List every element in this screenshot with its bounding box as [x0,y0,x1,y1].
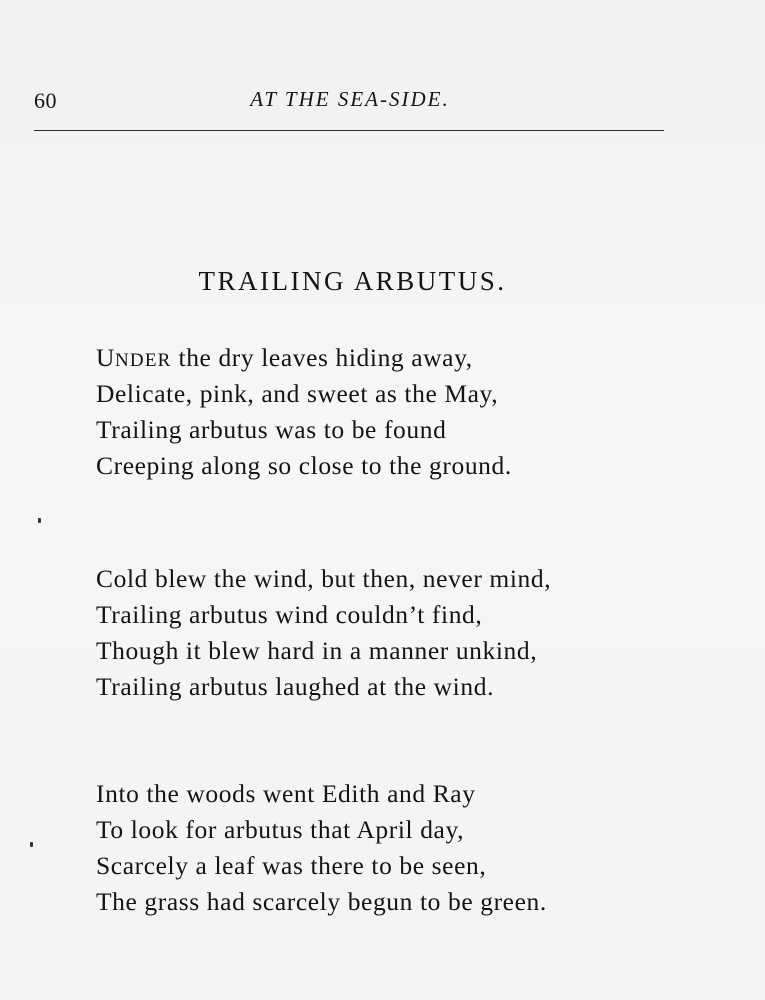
poem-line: Delicate, pink, and sweet as the May, [96,379,499,408]
poem-title: TRAILING ARBUTUS. [198,266,507,296]
poem-line: To look for arbutus that April day, [96,815,465,844]
poem-line: Trailing arbutus was to be found [96,415,447,444]
stanza-1 [96,340,512,484]
poem-line: Into the woods went Edith and Ray [96,779,476,808]
stanza-2 [96,561,551,705]
running-head: AT THE SEA-SIDE. [250,87,450,111]
header-rule [34,130,664,131]
poem-line [96,340,512,376]
small-caps-word: NDER [115,350,172,371]
drop-initial: U [96,343,116,372]
poem-line: Scarcely a leaf was there to be seen, [96,851,487,880]
page-number: 60 [34,88,57,113]
poem-line: Trailing arbutus wind couldn’t find, [96,600,483,629]
poem-line: The grass had scarcely begun to be green. [96,887,547,916]
poem-line: Trailing arbutus laughed at the wind. [96,672,495,701]
poem-line: Creeping along so close to the ground. [96,451,512,480]
poem-line: Cold blew the wind, but then, never mind, [96,564,552,593]
ink-speck [30,842,33,847]
stanza-3 [96,776,547,920]
poem-line: Though it blew hard in a manner unkind, [96,636,538,665]
ink-speck [38,518,41,523]
line-text: the dry leaves hiding away, [171,343,473,372]
